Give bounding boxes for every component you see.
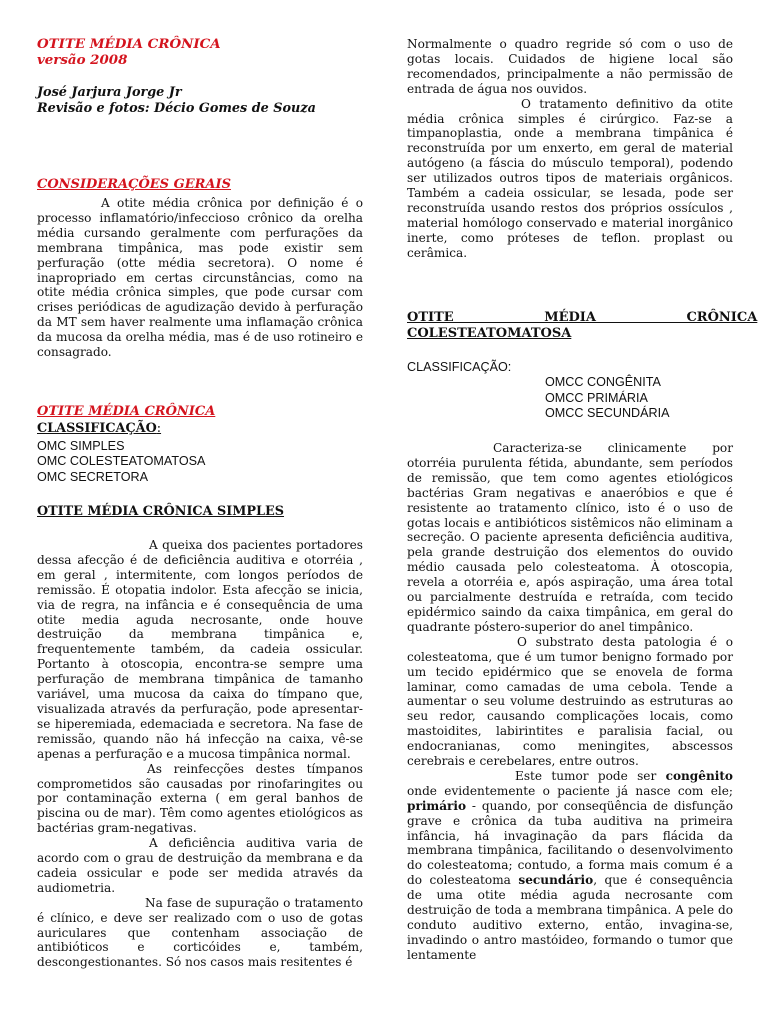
- simple-heading: OTITE MÉDIA CRÔNICA SIMPLES: [37, 504, 285, 519]
- cholesteatoma-heading: [407, 310, 759, 342]
- p5-text-e: - quando, por conseqüência de disfunção grave e crônica da tuba auditiva na primeira infância, há invaginação da pars flácida da membrana timpânica, facilitando o desenvolvimento do colesteatoma; contudo, a forma mais comum é a do colesteatoma: [407, 798, 733, 888]
- treatment-paragraph-2: O tratamento definitivo da otite média crônica simples é cirúrgico. Faz-se a timpanoplastia, onde a membrana timpânica é reconstruída por um enxerto, em geral de material autógeno (a fáscia do músculo temporal), podendo ser utilizados outros tipos de materiais orgânicos. Também a cadeia ossicular, se lesada, pode ser reconstruída usando restos dos próprios ossículos , material homólogo conservado e material inorgânico inerte, como próteses de teflon. proplast ou cerâmica.: [407, 96, 733, 260]
- classification-colon: :: [156, 421, 162, 436]
- chol-classification-list: [545, 375, 670, 422]
- chol-classification-item: OMCC PRIMÁRIA: [545, 390, 648, 405]
- considerations-paragraph: A otite média crônica por definição é o processo inflamatório/infeccioso crônico da orelha média cursando geralmente com perfurações da membrana timpânica, mas pode existir sem perfuração (otte média secretora). O nome é inapropriado em certas circunstâncias, como na otite média crônica simples, que pode cursar com crises periódicas de agudização devido à perfuração da MT sem haver realmente uma inflamação crônica da mucosa da orelha média, mas é de uso rotineiro e consagrado.: [37, 196, 363, 360]
- treatment-paragraph-1: Normalmente o quadro regride só com o uso de gotas locais. Cuidados de higiene local são recomendados, principalmente a não permissão de entrada de água nos ouvidos.: [407, 37, 733, 96]
- author-name: José Jarjura Jorge Jr: [37, 85, 182, 100]
- omc-heading: OTITE MÉDIA CRÔNICA: [37, 404, 216, 419]
- simple-paragraph-4: Na fase de supuração o tratamento é clínico, e deve ser realizado com o uso de gotas auriculares que contenham associação de antibióticos e corticóides e, também, descongestionantes. Só nos casos mais resitentes é: [37, 895, 363, 970]
- p5-text-c: onde evidentemente o paciente já nasce com ele;: [407, 783, 733, 798]
- chol-classification-item: OMCC SECUNDÁRIA: [545, 406, 670, 420]
- classification-label: CLASSIFICAÇÃO: [37, 421, 157, 436]
- p5-text-g: , que é consequência de uma otite média aguda necrosante com destruição de toda a membrana timpânica. A pele do conduto auditivo externo, então, invagina-se, invadindo o antro mastóideo, formando o tumor que lentamente: [407, 873, 733, 962]
- cholesteatoma-heading-line-1: [407, 310, 759, 326]
- simple-section: [37, 538, 363, 970]
- p5-text-a: Este tumor pode ser: [515, 768, 666, 783]
- term-secundario: secundário: [518, 873, 594, 888]
- cholesteatoma-heading-line-2: COLESTEATOMATOSA: [407, 326, 572, 341]
- chol-classification-item: OMCC CONGÊNITA: [545, 375, 661, 389]
- term-primario: primário: [407, 798, 467, 813]
- simple-paragraph-2: As reinfecções destes tímpanos comprometidos são causadas por rinofaringites ou por contaminação externa ( em geral banhos de piscina ou de mar). Têm como agentes etiológicos as bactérias gram-negativas.: [37, 761, 363, 836]
- classification-item: OMC SECRETORA: [37, 469, 149, 484]
- cholesteatoma-paragraph-2: O substrato desta patologia é o colesteatoma, que é um tumor benigno formado por um tecido epidérmico que se enovela de forma laminar, como camadas de uma cebola. Tende a aumentar o seu volume destruindo as estruturas ao seu redor, causando complicações locais, como mastoidites, labirintites e paralisia facial, ou endocranianas, como meningites, abscessos cerebrais e cerebelares, entre outros.: [407, 634, 733, 769]
- considerations-section: [37, 196, 363, 360]
- treatment-section: [407, 37, 733, 261]
- classification-section: [37, 422, 363, 485]
- chol-classification-label: CLASSIFICAÇÃO:: [407, 360, 512, 374]
- classification-heading: [37, 422, 363, 437]
- classification-item: OMC COLESTEATOMATOSA: [37, 454, 206, 469]
- cholesteatoma-section: [407, 441, 733, 963]
- cholesteatoma-paragraph-1: Caracteriza-se clinicamente por otorréia purulenta fétida, abundante, sem períodos de remissão, que tem como agentes etiológicos bactérias Gram negativas e anaeróbios e que é resistente ao tratamento clínico, isto é o uso de gotas locais e antibióticos sistêmicos não eliminam a secreção. O paciente apresenta deficiência auditiva, pela grande destruição dos elementos do ouvido médio causada pelo colesteatoma. À otoscopia, revela a otorréia e, após aspiração, uma área total ou parcialmente destruída e retraída, com tecido epidérmico saindo da caixa timpânica, em geral do quadrante póstero-superior do anel timpânico.: [407, 441, 733, 634]
- simple-paragraph-3: A deficiência auditiva varia de acordo com o grau de destruição da membrana e da cadeia ossicular e pode ser medida através da audiometria.: [37, 836, 363, 895]
- cholesteatoma-paragraph-3: [407, 769, 733, 963]
- classification-item: OMC SIMPLES: [37, 438, 125, 453]
- document-title: OTITE MÉDIA CRÔNICA: [37, 36, 221, 52]
- document-version: versão 2008: [37, 52, 128, 68]
- term-congenito: congênito: [665, 768, 733, 783]
- considerations-heading: CONSIDERAÇÕES GERAIS: [37, 177, 231, 192]
- simple-paragraph-1: A queixa dos pacientes portadores dessa afecção é de deficiência auditiva e otorréia , em geral , intermitente, com longos períodos de remissão. É otopatia indolor. Esta afecção se inicia, via de regra, na infância e é consequência de uma otite media aguda necrosante, onde houve destruição da membrana timpânica e, frequentemente também, da cadeia ossicular. Portanto à otoscopia, encontra-se sempre uma perfuração de membrana timpânica de tamanho variável, uma mucosa da caixa do tímpano que, visualizada através da perfuração, pode apresentar-se hiperemiada, edemaciada e secretora. Na fase de remissão, quando não há infecção na caixa, vê-se apenas a perfuração e a mucosa timpânica normal.: [37, 538, 363, 761]
- cholesteatoma-heading-text: OTITE MÉDIA CRÔNICA: [407, 310, 758, 325]
- revision-credit: Revisão e fotos: Décio Gomes de Souza: [37, 101, 316, 116]
